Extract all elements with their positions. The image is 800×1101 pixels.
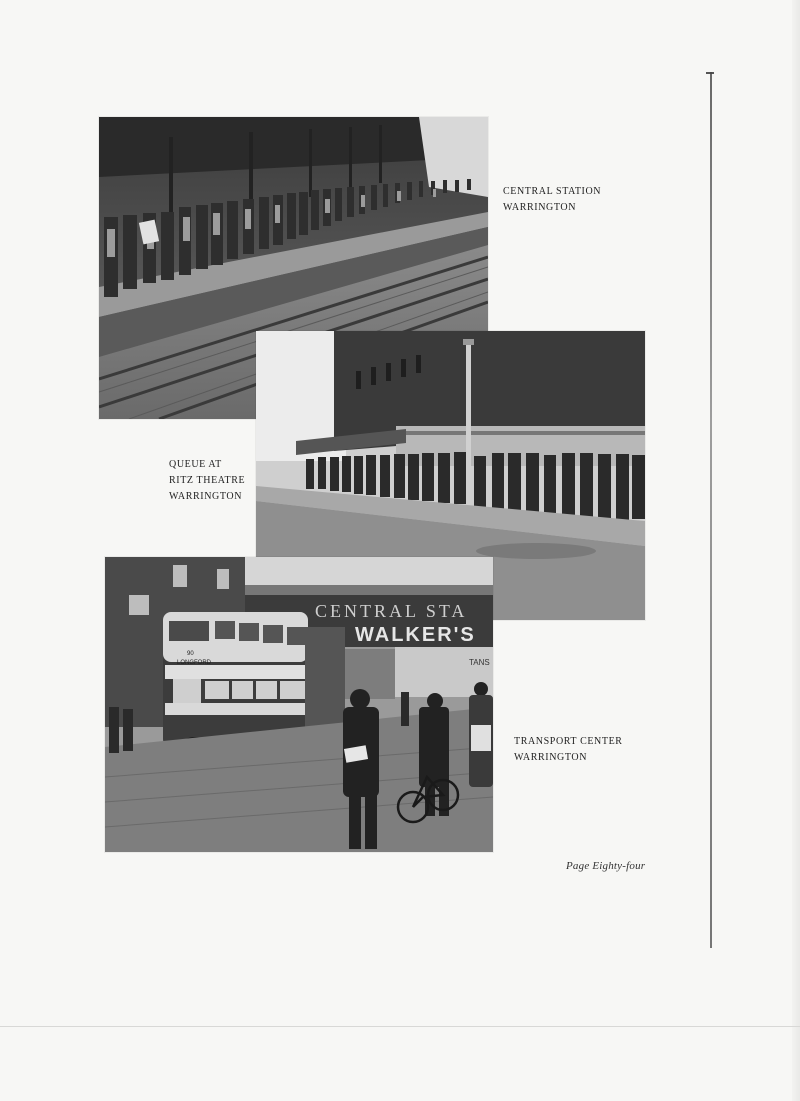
caption-line: WARRINGTON [514, 752, 588, 763]
caption-line: CENTRAL STATION [503, 186, 602, 197]
shop-sign-text: TANS [469, 658, 490, 667]
caption-line: RITZ THEATRE [169, 475, 246, 486]
scan-fold-line [0, 1026, 800, 1027]
page-edge-line [710, 72, 712, 948]
brewery-sign-text: WALKER'S [355, 624, 476, 646]
caption-ritz-theatre-queue [169, 457, 245, 505]
scanner-edge [792, 0, 800, 1101]
bus-destination-text: LONGFORD [177, 660, 212, 666]
caption-line: WARRINGTON [169, 491, 243, 502]
bridge-sign-text: CENTRAL STA [315, 601, 468, 621]
caption-line: WARRINGTON [503, 202, 577, 213]
photo-transport-center [105, 557, 493, 852]
caption-transport-center [514, 734, 623, 766]
caption-line: QUEUE AT [169, 459, 222, 470]
caption-central-station [503, 184, 601, 216]
bus-number-text: 90 [187, 651, 194, 657]
page-number: Page Eighty-four [566, 860, 646, 872]
caption-line: TRANSPORT CENTER [514, 736, 623, 747]
